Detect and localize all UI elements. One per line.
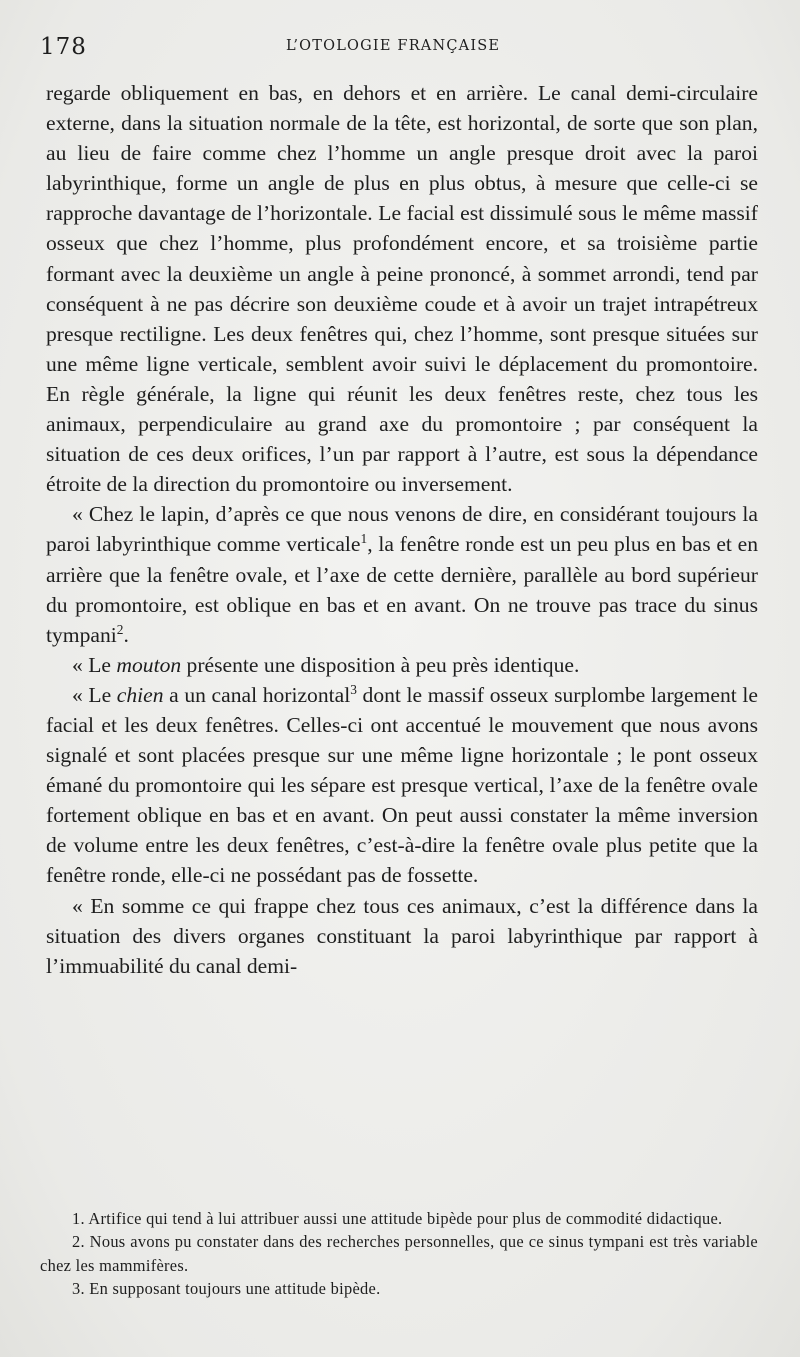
footnote-3: 3. En supposant toujours une attitude bipède.	[72, 1278, 381, 1298]
footnote-ref-2: 2	[116, 621, 124, 637]
paragraph-3: « Le mouton présente une disposition à peu près identique.	[72, 652, 580, 677]
paragraph-2: « Chez le lapin, d’après ce que nous venons de dire, en considérant toujours la paroi labyrinthique comme verticale$^1$, la fenêtre ronde est un peu plus en bas et en arrière que la fenêtre ovale, et l’axe de cette dernière, parallèle au bord supérieur du promontoire, est oblique en bas et en avant. On ne trouve pas trace du sinus tympani$^2$.	[46, 502, 758, 647]
body-text	[46, 78, 758, 981]
page-header	[40, 34, 756, 64]
paragraph-4: « Le chien a un canal horizontal$^3$ dont le massif osseux surplombe largement le facial et les deux fenêtres. Celles-ci ont accentué le mouvement que nous avons signalé et sont placées presque sur une même ligne horizontale ; le pont osseux émané du promontoire qui les sépare est presque vertical, l’axe de la fenêtre ovale fortement oblique en bas et en avant. On peut aussi constater la même inversion de volume entre les deux fenêtres, c’est-à-dire la fenêtre ovale plus petite que la fenêtre ronde, elle-ci ne possédant pas de fossette.	[46, 681, 758, 888]
italic-term-mouton: mouton	[116, 652, 182, 677]
footnote-ref-3: 3	[350, 681, 357, 697]
italic-term-chien: chien	[116, 682, 164, 707]
footnote-2: 2. Nous avons pu constater dans des recherches personnelles, que ce sinus tympani est très variable chez les mammifères.	[40, 1232, 758, 1275]
footnote-1: 1. Artifice qui tend à lui attribuer aussi une attitude bipède pour plus de commodité didactique.	[72, 1209, 723, 1228]
paragraph-1: regarde obliquement en bas, en dehors et en arrière. Le canal demi-circulaire externe, dans la situation normale de la tête, est horizontal, de sorte que son plan, au lieu de faire comme chez l’homme un angle presque droit avec la paroi labyrinthique, forme un angle de plus en plus obtus, à mesure que celle-ci se rapproche davantage de l’horizontale. Le facial est dissimulé sous le même massif osseux que chez l’homme, plus profondément encore, et sa troisième partie formant avec la deuxième un angle à peine prononcé, à sommet arrondi, tend par conséquent à ne pas décrire son deuxième coude et à avoir un trajet intrapétreux presque rectiligne. Les deux fenêtres qui, chez l’homme, sont presque situées sur une même ligne verticale, semblent avoir suivi le déplacement du promontoire. En règle générale, la ligne qui réunit les deux fenêtres reste, chez tous les animaux, perpendiculaire au grand axe du promontoire ; par conséquent la situation de ces deux orifices, l’un par rapport à l’autre, est sous la dépendance étroite de la direction du promontoire ou inversement.	[46, 81, 758, 497]
footnotes	[40, 1207, 758, 1300]
footnote-ref-1: 1	[360, 531, 368, 547]
running-title: L’OTOLOGIE FRANÇAISE	[286, 38, 501, 54]
page-number: 178	[40, 34, 87, 60]
paragraph-5: « En somme ce qui frappe chez tous ces animaux, c’est la différence dans la situation des divers organes constituant la paroi labyrinthique par rapport à l’immuabilité du canal demi-	[46, 893, 758, 978]
